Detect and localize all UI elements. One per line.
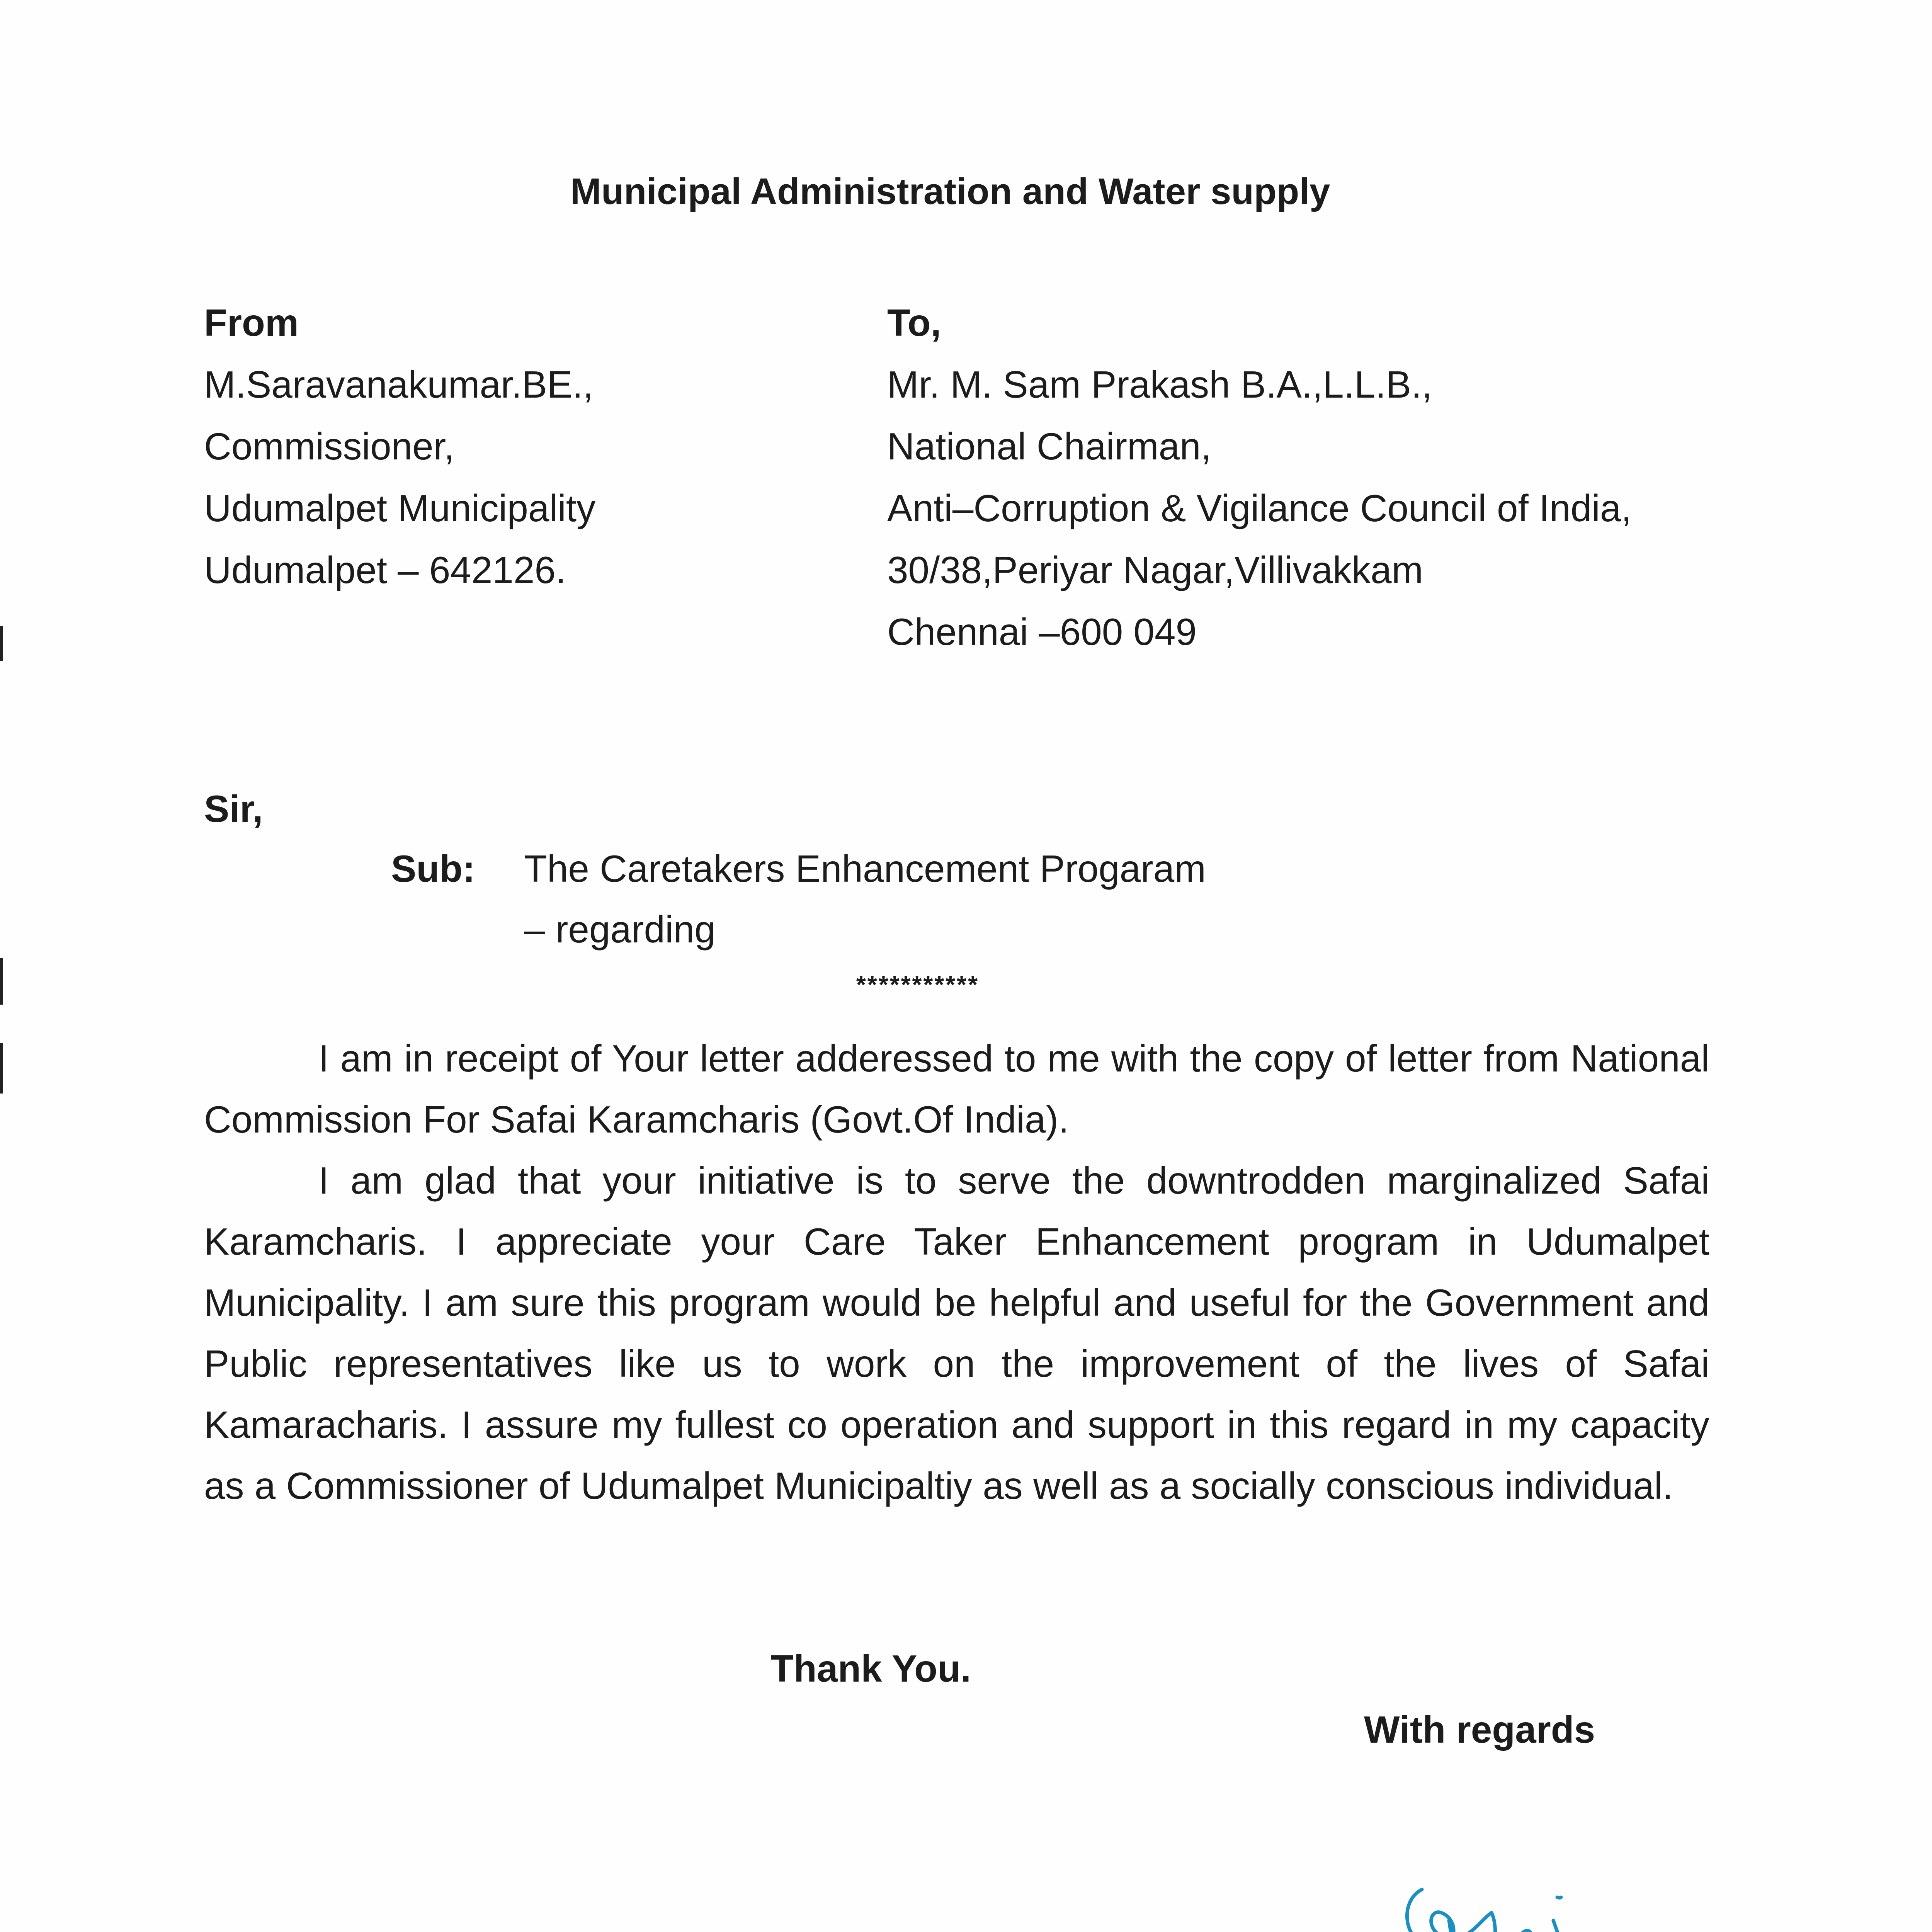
to-line: Mr. M. Sam Prakash B.A.,L.L.B., [887, 363, 1432, 406]
from-line: M.Saravanakumar.BE., [204, 363, 594, 406]
to-line: Anti–Corruption & Vigilance Council of India, [887, 487, 1632, 529]
thank-you: Thank You. [770, 1647, 971, 1690]
to-line: Chennai –600 049 [887, 611, 1197, 653]
to-line: National Chairman, [887, 425, 1211, 468]
subject-separator: *********** [856, 971, 979, 998]
from-line: Udumalpet Municipality [204, 487, 596, 529]
subject-line: – regarding [524, 908, 716, 951]
body-paragraph: I am in receipt of Your letter adderessed to me with the copy of letter from National Commission For Safai Karamcharis (Govt.Of India). [204, 1037, 1709, 1141]
letter-heading: Municipal Administration and Water supply [570, 171, 1330, 212]
to-label: To, [887, 301, 941, 344]
to-block [887, 292, 1632, 663]
scan-edge-mark [0, 626, 3, 661]
from-block [204, 292, 595, 601]
with-regards: With regards [1364, 1708, 1595, 1751]
scan-edge-mark [0, 958, 3, 1005]
blue-signature [1376, 1874, 1793, 1932]
scan-edge-mark [0, 1043, 3, 1094]
subject-label: Sub: [391, 847, 475, 890]
salutation: Sir, [204, 787, 263, 830]
to-line: 30/38,Periyar Nagar,Villivakkam [887, 549, 1423, 591]
from-line: Udumalpet – 642126. [204, 549, 566, 591]
letter-body [204, 1028, 1709, 1516]
from-line: Commissioner, [204, 425, 455, 468]
body-paragraph: I am glad that your initiative is to serve the downtrodden marginalized Safai Karamcharis. I appreciate your Care Taker Enhancement program in Udumalpet Municipality. I am sure this program would be helpful and useful for the Government and Public representatives like us to work on the improvement of the lives of Safai Kamaracharis. I assure my fullest co operation and support in this regard in my capacity as a Commissioner of Udumalpet Municipaltiy as well as a socially conscious individual. [204, 1159, 1709, 1507]
from-label: From [204, 301, 299, 344]
subject-line: The Caretakers Enhancement Progaram [524, 847, 1206, 890]
